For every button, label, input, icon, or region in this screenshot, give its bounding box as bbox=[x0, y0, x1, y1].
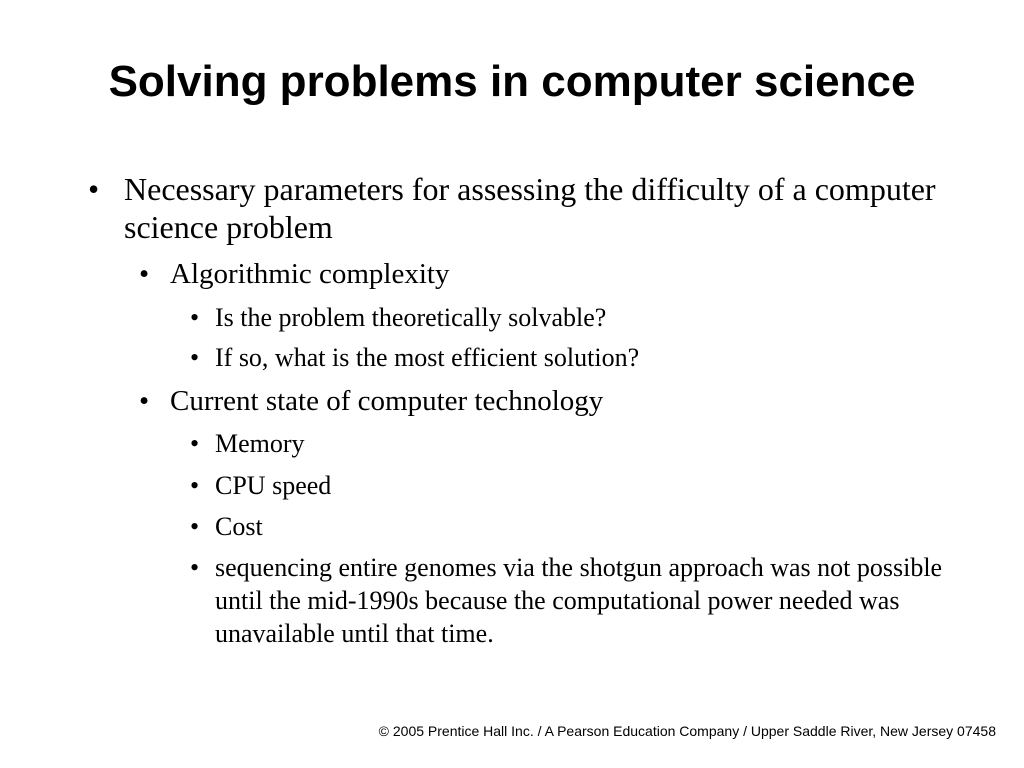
bullet-item-level3 bbox=[190, 469, 955, 502]
bullet-text: Is the problem theoretically solvable? bbox=[215, 303, 607, 332]
bullet-marker: • bbox=[88, 171, 100, 207]
bullet-item-level3 bbox=[190, 551, 955, 650]
bullet-text: sequencing entire genomes via the shotgun approach was not possible until the mid-1990s because the computational power needed was unavailable until that time. bbox=[215, 553, 943, 648]
bullet-marker: • bbox=[190, 429, 200, 458]
slide-title: Solving problems in computer science bbox=[108, 57, 916, 106]
bullet-item-level2 bbox=[139, 257, 950, 291]
bullet-marker: • bbox=[190, 553, 200, 582]
bullet-text: Algorithmic complexity bbox=[170, 258, 450, 290]
bullet-item-level3 bbox=[190, 510, 955, 543]
bullet-marker: • bbox=[190, 471, 200, 500]
copyright-footer: © 2005 Prentice Hall Inc. / A Pearson Education Company / Upper Saddle River, New Jersey 07458 bbox=[378, 723, 996, 739]
bullet-marker: • bbox=[139, 385, 150, 417]
bullet-marker: • bbox=[190, 343, 200, 372]
bullet-item-level2 bbox=[139, 384, 950, 418]
bullet-marker: • bbox=[139, 258, 150, 290]
bullet-text: If so, what is the most efficient solution? bbox=[215, 343, 640, 372]
bullet-text: Necessary parameters for assessing the difficulty of a computer science problem bbox=[124, 171, 936, 245]
bullet-text: Memory bbox=[215, 429, 305, 458]
bullet-item-level3 bbox=[190, 301, 955, 334]
bullet-item-level3 bbox=[190, 341, 955, 374]
bullet-item-level3 bbox=[190, 427, 955, 460]
bullet-marker: • bbox=[190, 512, 200, 541]
bullet-text: CPU speed bbox=[215, 471, 332, 500]
bullet-item-level1 bbox=[88, 170, 944, 246]
bullet-text: Current state of computer technology bbox=[170, 385, 604, 417]
bullet-text: Cost bbox=[215, 512, 263, 541]
bullet-marker: • bbox=[190, 303, 200, 332]
